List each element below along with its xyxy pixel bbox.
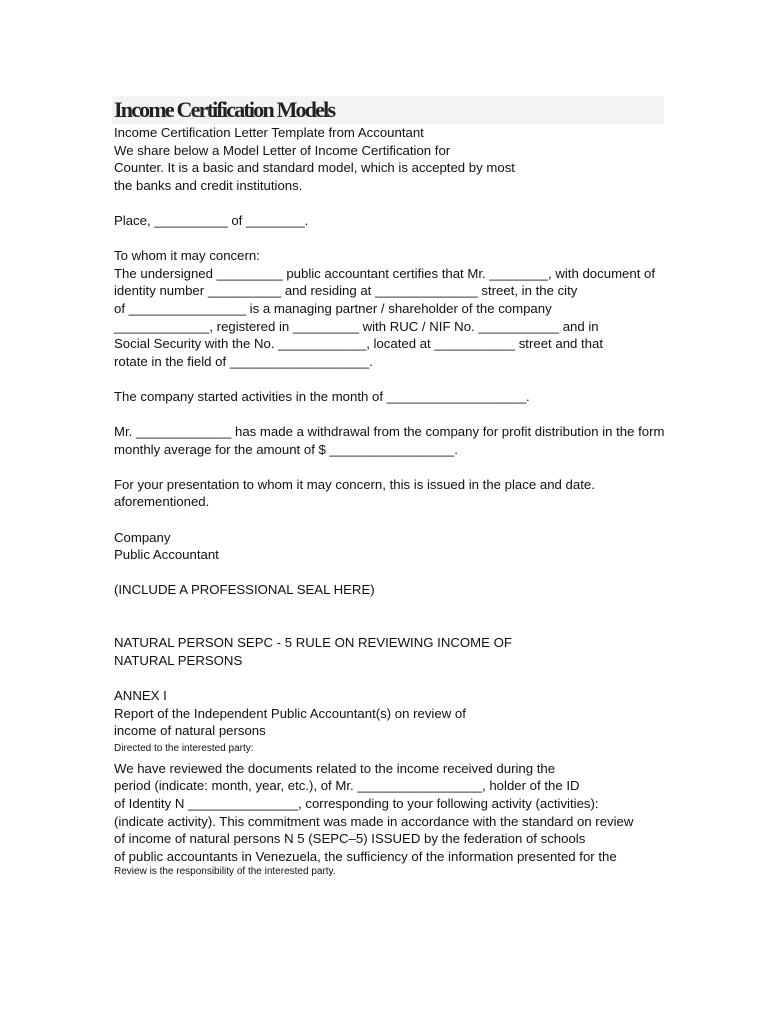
- report-line: (indicate activity). This commitment was made in accordance with the standard on review: [114, 813, 634, 829]
- spacer: [114, 599, 674, 634]
- signature-company: Company: [114, 529, 171, 545]
- document-page: [114, 96, 674, 878]
- addressee-line: Directed to the interested party:: [114, 742, 254, 754]
- body-line: Mr. _____________ has made a withdrawal from the company for profit distribution in the form: [114, 424, 665, 440]
- annex-label: ANNEX I: [114, 688, 167, 703]
- report-line: We have reviewed the documents related to the income received during the: [114, 760, 556, 776]
- section-heading: NATURAL PERSON SEPC - 5 RULE ON REVIEWING INCOME OF: [114, 635, 512, 651]
- spacer: [114, 194, 674, 212]
- spacer: [114, 564, 674, 582]
- body-line: identity number __________ and residing at ______________ street, in the city: [114, 283, 578, 299]
- place-line: Place, __________ of ________.: [114, 212, 309, 228]
- report-title: Report of the Independent Public Accountant(s) on review of: [114, 705, 466, 721]
- body-line: rotate in the field of ___________________.: [114, 353, 373, 369]
- spacer: [114, 458, 674, 476]
- section-heading: NATURAL PERSONS: [114, 652, 243, 668]
- body-line: of ________________ is a managing partner / shareholder of the company: [114, 300, 552, 316]
- report-line: Review is the responsibility of the interested party.: [114, 866, 336, 878]
- signature-accountant: Public Accountant: [114, 547, 219, 563]
- body-line: monthly average for the amount of $ _________________.: [114, 441, 458, 457]
- spacer: [114, 370, 674, 388]
- subtitle: Income Certification Letter Template from Accountant: [114, 125, 424, 140]
- spacer: [114, 669, 674, 687]
- report-line: of public accountants in Venezuela, the sufficiency of the information presented for the: [114, 848, 617, 864]
- spacer: [114, 511, 674, 529]
- report-line: period (indicate: month, year, etc.), of Mr. _________________, holder of the ID: [114, 778, 580, 794]
- spacer: [114, 406, 674, 424]
- body-line: aforementioned.: [114, 494, 210, 510]
- body-line: For your presentation to whom it may concern, this is issued in the place and date.: [114, 476, 595, 492]
- report-title: income of natural persons: [114, 723, 266, 739]
- intro-line: the banks and credit institutions.: [114, 177, 303, 193]
- body-line: The undersigned _________ public accountant certifies that Mr. ________, with document of: [114, 265, 656, 281]
- report-line: of income of natural persons N 5 (SEPC–5) ISSUED by the federation of schools: [114, 831, 586, 847]
- body-line: The company started activities in the month of ___________________.: [114, 388, 530, 404]
- intro-line: Counter. It is a basic and standard model, which is accepted by most: [114, 160, 515, 176]
- seal-note: (INCLUDE A PROFESSIONAL SEAL HERE): [114, 582, 375, 598]
- salutation: To whom it may concern:: [114, 248, 260, 264]
- report-line: of Identity N _______________, corresponding to your following activity (activities):: [114, 795, 599, 811]
- title-bar: [112, 96, 664, 124]
- intro-line: We share below a Model Letter of Income Certification for: [114, 142, 451, 158]
- body-line: Social Security with the No. ____________, located at ___________ street and that: [114, 336, 604, 352]
- spacer: [114, 230, 674, 248]
- body-line: _____________, registered in _________ with RUC / NIF No. ___________ and in: [114, 318, 599, 334]
- document-title: Income Certification Models: [114, 97, 335, 122]
